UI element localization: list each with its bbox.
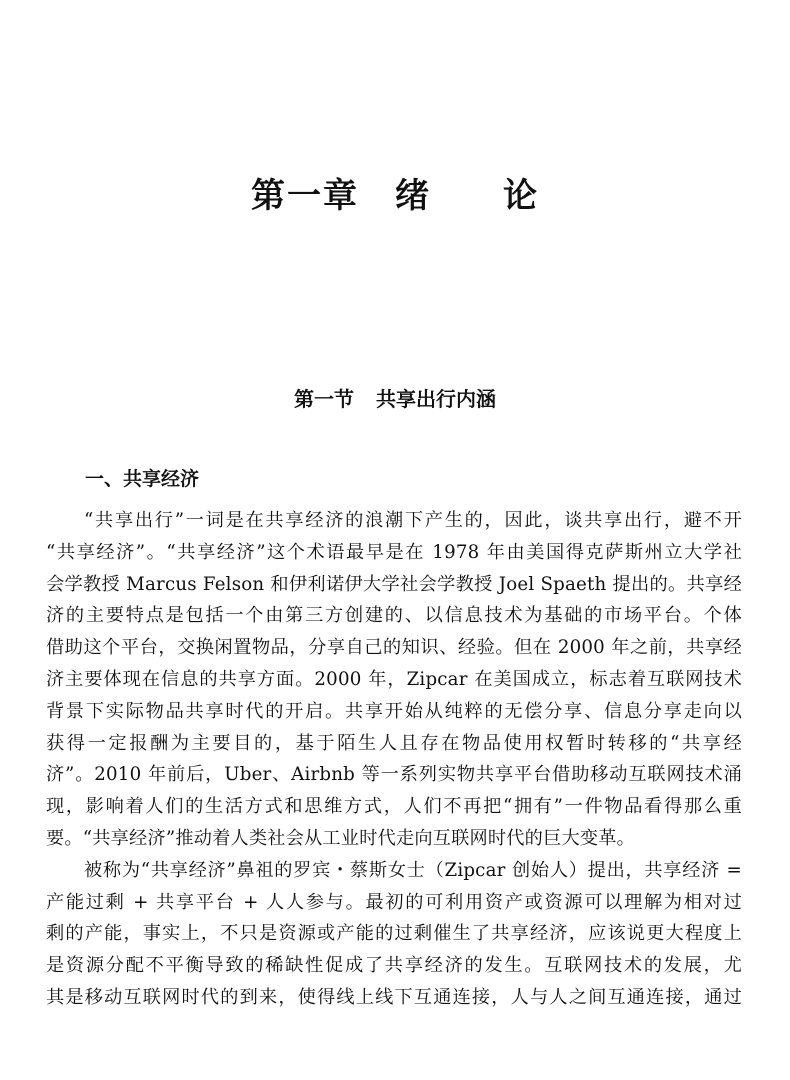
text-line: 其是移动互联网时代的到来，使得线上线下互通连接，人与人之间互通连接，通过 xyxy=(46,986,742,1008)
text-line: 背景下实际物品共享时代的开启。共享开始从纯粹的无偿分享、信息分享走向以 xyxy=(46,700,742,722)
subsection-title: 一、共享经济 xyxy=(85,468,200,490)
chapter-title-word-2: 论 xyxy=(503,176,539,216)
chapter-title xyxy=(0,168,790,217)
paragraph-1 xyxy=(46,505,742,855)
text-line: 被称为“共享经济”鼻祖的罗宾・蔡斯女士（Zipcar 创始人）提出，共享经济 = xyxy=(84,859,742,881)
text-line: 要。“共享经济”推动着人类社会从工业时代走向互联网时代的巨大变革。 xyxy=(46,827,636,849)
text-line: 会学教授 Marcus Felson 和伊利诺伊大学社会学教授 Joel Spaeth 提出的。共享经 xyxy=(46,573,742,595)
chapter-title-word-1: 绪 xyxy=(395,176,431,216)
section-name: 共享出行内涵 xyxy=(376,387,496,411)
text-line: “共享经济”。“共享经济”这个术语最早是在 1978 年由美国得克萨斯州立大学社 xyxy=(46,541,742,563)
section-title xyxy=(0,383,790,412)
text-line: 是资源分配不平衡导致的稀缺性促成了共享经济的发生。互联网技术的发展，尤 xyxy=(46,955,742,977)
text-line: 产能过剩 + 共享平台 + 人人参与。最初的可利用资产或资源可以理解为相对过 xyxy=(46,891,742,913)
text-line: 获得一定报酬为主要目的，基于陌生人且存在物品使用权暂时转移的“共享经 xyxy=(46,732,742,754)
section-number: 第一节 xyxy=(294,387,354,411)
text-line: 现，影响着人们的生活方式和思维方式，人们不再把“拥有”一件物品看得那么重 xyxy=(46,796,742,818)
paragraph-2 xyxy=(46,855,742,1014)
text-line: 剩的产能，事实上，不只是资源或产能的过剩催生了共享经济，应该说更大程度上 xyxy=(46,923,742,945)
text-line: 借助这个平台，交换闲置物品，分享自己的知识、经验。但在 2000 年之前，共享经 xyxy=(46,637,742,659)
text-line: “共享出行”一词是在共享经济的浪潮下产生的，因此，谈共享出行，避不开 xyxy=(84,510,742,531)
chapter-number: 第一章 xyxy=(251,176,359,216)
body-text xyxy=(46,505,742,1014)
text-line: 济主要体现在信息的共享方面。2000 年，Zipcar 在美国成立，标志着互联网技术 xyxy=(46,668,742,690)
text-line: 济的主要特点是包括一个由第三方创建的、以信息技术为基础的市场平台。个体 xyxy=(46,605,742,627)
text-line: 济”。2010 年前后，Uber、Airbnb 等一系列实物共享平台借助移动互联网技术涌 xyxy=(46,764,742,786)
